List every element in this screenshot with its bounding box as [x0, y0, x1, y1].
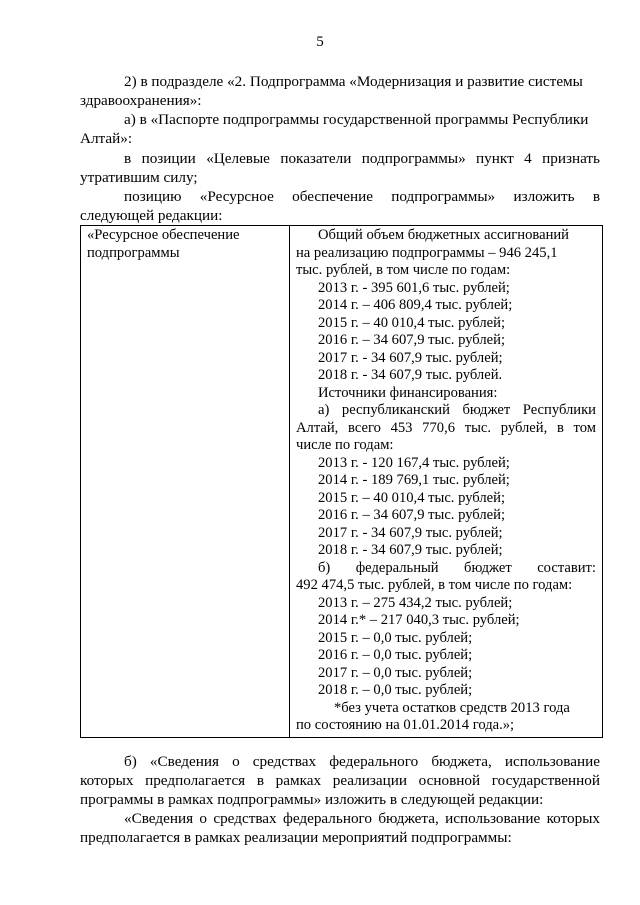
table-right-line: 2018 г. - 34 607,9 тыс. рублей.: [318, 367, 503, 383]
intro-line-5: в позиции «Целевые показатели подпрограммы» пункт 4 признать: [124, 150, 600, 167]
table-right-line: Источники финансирования:: [318, 384, 498, 401]
table-right-line: 2017 г. – 0,0 тыс. рублей;: [318, 664, 473, 681]
table-right-line: 2015 г. – 40 010,4 тыс. рублей;: [318, 314, 505, 331]
table-right-line: 2016 г. – 34 607,9 тыс. рублей;: [318, 507, 505, 523]
table-right-line: на реализацию подпрограммы – 946 245,1: [296, 244, 558, 261]
page-number: 5: [316, 34, 324, 50]
outro-line-3: программы в рамках подпрограммы» изложить в следующей редакции:: [80, 791, 544, 808]
intro-line-8: следующей редакции:: [80, 207, 223, 224]
table-right-line: 2014 г. - 189 769,1 тыс. рублей;: [318, 472, 510, 488]
intro-line-7: [124, 187, 600, 206]
table-right-line: Алтай, всего 453 770,6 тыс. рублей, в том: [296, 419, 596, 436]
outro-line-1-text: б) «Сведения о средствах федерального бюджета, использование: [124, 753, 600, 770]
table-left-line-1: «Ресурсное обеспечение: [87, 227, 240, 243]
outro-line-4: «Сведения о средствах федерального бюджета, использование которых: [124, 810, 600, 827]
table-left-cell: [81, 226, 290, 738]
intro-word: в: [592, 188, 600, 205]
intro-line-1: 2) в подразделе «2. Подпрограмма «Модернизация и развитие системы: [124, 73, 583, 90]
table-right-line: а) республиканский бюджет Республики: [318, 402, 596, 418]
table-right-line: числе по годам:: [296, 437, 394, 453]
table-right-line: 492 474,5 тыс. рублей, в том числе по годам:: [296, 577, 573, 593]
table-right-line: 2017 г. - 34 607,9 тыс. рублей;: [318, 349, 503, 366]
resource-table: [80, 225, 603, 738]
table-right-line: 2014 г. – 406 809,4 тыс. рублей;: [318, 297, 513, 313]
table-right-line: тыс. рублей, в том числе по годам:: [296, 262, 511, 278]
table-right-line: *без учета остатков средств 2013 года: [334, 699, 570, 716]
intro-word: обеспечение: [292, 188, 373, 205]
intro-word: «Ресурсное: [199, 188, 274, 205]
intro-word: подпрограммы»: [391, 188, 496, 205]
table-right-line: 2014 г.* – 217 040,3 тыс. рублей;: [318, 612, 520, 628]
intro-word: позицию: [124, 188, 182, 205]
table-right-line: 2016 г. – 34 607,9 тыс. рублей;: [318, 332, 505, 348]
table-right-line: 2013 г. - 395 601,6 тыс. рублей;: [318, 279, 510, 296]
intro-line-2: здравоохранения»:: [80, 92, 202, 109]
intro-word: изложить: [513, 188, 575, 205]
table-right-line: 2015 г. – 0,0 тыс. рублей;: [318, 629, 473, 646]
outro-line-1: [124, 752, 600, 771]
table-right-line: 2013 г. - 120 167,4 тыс. рублей;: [318, 454, 510, 471]
table-right-line: б) федеральный бюджет составит:: [318, 559, 596, 576]
table-right-line: 2015 г. – 40 010,4 тыс. рублей;: [318, 489, 505, 506]
intro-line-3: а) в «Паспорте подпрограммы государственной программы Республики: [124, 111, 589, 128]
table-right-line: 2016 г. – 0,0 тыс. рублей;: [318, 647, 473, 663]
table-right-line: 2017 г. - 34 607,9 тыс. рублей;: [318, 524, 503, 541]
table-right-line: Общий объем бюджетных ассигнований: [318, 227, 569, 243]
table-right-line: по состоянию на 01.01.2014 года.»;: [296, 717, 515, 733]
table-right-line: 2013 г. – 275 434,2 тыс. рублей;: [318, 594, 513, 611]
outro-line-5: предполагается в рамках реализации мероприятий подпрограммы:: [80, 829, 512, 846]
intro-line-6: утратившим силу;: [80, 169, 198, 186]
table-right-line: 2018 г. - 34 607,9 тыс. рублей;: [318, 542, 503, 558]
table-left-line-2: подпрограммы: [87, 244, 180, 261]
outro-line-2: которых предполагается в рамках реализации основной государственной: [80, 772, 600, 789]
table-right-line: 2018 г. – 0,0 тыс. рублей;: [318, 682, 473, 698]
table-right-cell: [290, 226, 603, 738]
intro-line-4: Алтай»:: [80, 130, 133, 147]
